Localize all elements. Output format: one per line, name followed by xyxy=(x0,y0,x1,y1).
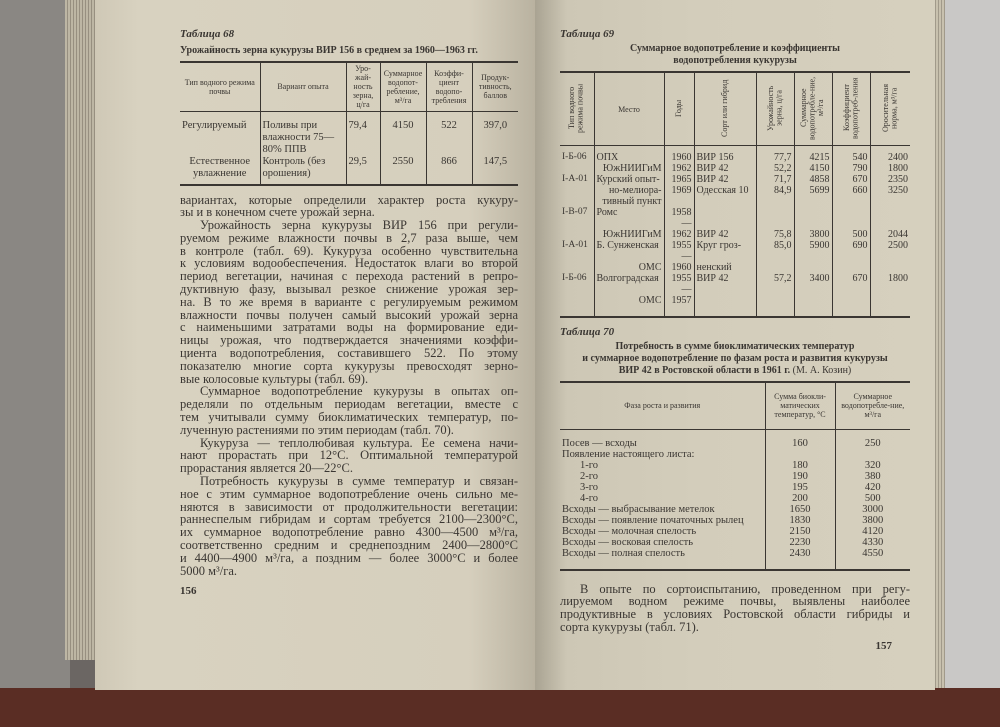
cell: Появление настоящего листа: xyxy=(560,449,765,460)
cell xyxy=(756,262,794,273)
cell: ЮжНИИГиМ xyxy=(594,163,664,174)
table68-header: Вариант опыта xyxy=(260,63,346,111)
table70-bottom-rule xyxy=(560,569,910,571)
cell: Посев — всходы xyxy=(560,429,765,449)
table-row xyxy=(560,449,910,460)
cell xyxy=(832,207,870,229)
cell: 200 xyxy=(765,493,835,504)
text-line: зы и в конечном счете урожай зерна. xyxy=(180,205,375,220)
table-row xyxy=(560,295,910,316)
cell: ОПХ xyxy=(594,146,664,164)
cell: 500 xyxy=(832,229,870,240)
cell: I-А-01 xyxy=(560,240,594,262)
background-left xyxy=(0,0,70,727)
cell xyxy=(664,196,694,207)
cell: 75,8 xyxy=(756,229,794,240)
cell: 52,2 xyxy=(756,163,794,174)
header-label: Место xyxy=(618,104,640,114)
cell xyxy=(560,185,594,196)
table-row xyxy=(180,111,518,156)
table-row xyxy=(560,163,910,174)
table69 xyxy=(560,73,910,316)
table70-header: Суммарное водопотребле-ние, м³/га xyxy=(841,392,905,420)
cell: Всходы — восковая спелость xyxy=(560,537,765,548)
cell: I-Б-06 xyxy=(560,146,594,164)
cell: 3800 xyxy=(862,514,884,526)
cell xyxy=(560,262,594,273)
table69-caption: Таблица 69 xyxy=(560,28,615,40)
table69-header xyxy=(794,73,832,146)
table-row xyxy=(560,174,910,185)
cell xyxy=(870,196,910,207)
cell: 397,0 xyxy=(483,119,508,131)
cell: 670 xyxy=(832,174,870,185)
cell: Естественное увлажнение xyxy=(180,156,260,185)
text-line: в контроле (табл. 69). Кукуруза особенно чувствительна xyxy=(180,243,518,258)
cell: Волгоградская xyxy=(594,273,664,295)
text-line: их суммарное водопотребление равно 4300—4500 м³/га, xyxy=(180,525,518,540)
cell: 180 xyxy=(765,460,835,471)
cell: ненский xyxy=(694,262,756,273)
cell: 1800 xyxy=(888,273,908,284)
cell: Всходы — полная спелость xyxy=(560,548,765,569)
text-line: Кукуруза — теплолюбивая культура. Ее семена начи- xyxy=(200,435,518,450)
table-row xyxy=(560,537,910,548)
cell: 1960 xyxy=(664,262,694,273)
cell: 670 xyxy=(832,273,870,295)
text-line: ределяли по отдельным периодам вегетации, вместе с xyxy=(180,397,518,412)
text-line: В опыте по сортоиспытанию, проведенном при регу- xyxy=(580,581,910,596)
right-column xyxy=(560,28,910,653)
cell: 2-го xyxy=(560,471,765,482)
cell: Одесская 10 xyxy=(694,185,756,196)
table-row xyxy=(560,185,910,196)
header-label: Суммарное водопотребле-ние, м³/га xyxy=(799,76,826,140)
table-row xyxy=(560,515,910,526)
cell: 2150 xyxy=(765,526,835,537)
text-line: соответственно средним и среднепоздним 2400—2800°С xyxy=(180,538,518,553)
table-row xyxy=(560,471,910,482)
cell: ВИР 42 xyxy=(694,174,756,185)
cell: Всходы — появление початочных рылец xyxy=(560,515,765,526)
table-row xyxy=(560,262,910,273)
cell: но-мелиора- xyxy=(594,185,664,196)
left-column xyxy=(180,28,518,598)
cell xyxy=(870,207,910,229)
text-line: с наименьшими затратами воды на формирование еди- xyxy=(180,320,518,335)
cell: 190 xyxy=(765,471,835,482)
table-row xyxy=(560,504,910,515)
cell: 1-го xyxy=(560,460,765,471)
cell: 4550 xyxy=(862,547,884,559)
cell: 2550 xyxy=(380,156,426,185)
text-line: Урожайность зерна кукурузы ВИР 156 при регули- xyxy=(200,218,518,233)
cell: I-В-07 xyxy=(560,207,594,229)
cell xyxy=(794,262,832,273)
cell: 1800 xyxy=(888,163,908,174)
cell: Поливы при влажности 75—80% ППВ xyxy=(260,111,346,156)
cell xyxy=(794,196,832,207)
cell: 3250 xyxy=(888,185,908,196)
text-line: вариантах, которые определили характер роста кукуру- xyxy=(180,192,518,207)
text-line: и 4400—4900 м³/га, а поздним — более 3000°С и более xyxy=(180,550,518,565)
cell: Регулируемый xyxy=(180,111,260,156)
table68-header: Тип водного режима почвы xyxy=(180,63,260,111)
cell: 250 xyxy=(864,437,881,449)
cell: 4150 xyxy=(380,111,426,156)
cell: 195 xyxy=(765,482,835,493)
cell: 2500 xyxy=(888,240,908,251)
cell: ЮжНИИГиМ xyxy=(594,229,664,240)
cell: 84,9 xyxy=(756,185,794,196)
cell: 79,4 xyxy=(346,111,380,156)
text-line: прорастания является 20—22°С. xyxy=(180,461,353,476)
cell xyxy=(835,449,910,460)
text-line: сорта кукурузы (табл. 71). xyxy=(560,619,699,634)
cell xyxy=(870,295,910,316)
cell: 77,7 xyxy=(756,146,794,164)
table-row xyxy=(560,482,910,493)
text-line: ное с этим суммарное водопотребление очень сильно ме- xyxy=(180,486,518,501)
cell: 2400 xyxy=(888,152,908,163)
cell: I-Б-06 xyxy=(560,273,594,295)
text-line: к условиям водообеспечения. Недостаток влаги во второй xyxy=(180,256,518,271)
cell: 1965 xyxy=(664,174,694,185)
cell xyxy=(794,295,832,316)
text-line: циента водопотребления, составившего 522. По этому xyxy=(180,346,518,361)
title-line: и суммарное водопотребление по фазам роста и развития кукурузы xyxy=(582,353,888,364)
text-line: лученную растениями по этим периодам (табл. 70). xyxy=(180,422,454,437)
cell xyxy=(694,207,756,229)
right-body-text xyxy=(560,583,910,634)
cell xyxy=(765,449,835,460)
table-row xyxy=(560,240,910,262)
table68-header: Уро-жай-ность зерна, ц/га xyxy=(346,63,380,111)
table68-title: Урожайность зерна кукурузы ВИР 156 в среднем за 1960—1963 гг. xyxy=(180,45,478,56)
cell: 57,2 xyxy=(756,273,794,295)
table69-header xyxy=(664,73,694,146)
cell: 71,7 xyxy=(756,174,794,185)
cell: 5699 xyxy=(794,185,832,196)
cell: 1957 xyxy=(664,295,694,316)
table69-header xyxy=(832,73,870,146)
cell: 522 xyxy=(426,111,472,156)
cell: 790 xyxy=(832,163,870,174)
cell: 500 xyxy=(864,492,881,504)
cell xyxy=(756,295,794,316)
cell: 1955— xyxy=(664,273,694,295)
header-label: Урожайность зерна, ц/га xyxy=(765,85,783,131)
text-line: показателю многие сорта кукурузы превосходят зерно- xyxy=(180,358,518,373)
table69-header xyxy=(870,73,910,146)
table68 xyxy=(180,63,518,186)
cell xyxy=(756,196,794,207)
cell: 320 xyxy=(864,459,881,471)
table70-title xyxy=(560,341,910,377)
table70 xyxy=(560,383,910,569)
page-number-right: 157 xyxy=(875,639,892,652)
cell xyxy=(870,262,910,273)
cell: 2044 xyxy=(888,229,908,240)
bottom-cover xyxy=(0,688,1000,727)
header-label: Коэффициент водопотреб-ления xyxy=(841,77,859,139)
cell: 1969 xyxy=(664,185,694,196)
table-row xyxy=(560,429,910,449)
text-line: дуктивную фазу, вызывал резкое снижение урожая зер- xyxy=(180,282,518,297)
text-line: ницы урожая, что подтверждается значениями коэффи- xyxy=(180,333,518,348)
cell: I-А-01 xyxy=(560,174,594,185)
cell: тивный пункт xyxy=(594,196,664,207)
table70-caption: Таблица 70 xyxy=(560,326,615,338)
text-line: Суммарное водопотребление кукурузы в опытах оп- xyxy=(200,384,518,399)
cell: 4215 xyxy=(794,146,832,164)
cell: 1962 xyxy=(664,163,694,174)
table68-header: Продук-тивность, баллов xyxy=(478,73,512,101)
table-row xyxy=(560,229,910,240)
cell: Ромс xyxy=(594,207,664,229)
cell: 4858 xyxy=(794,174,832,185)
cell xyxy=(560,295,594,316)
title-line: ВИР 42 в Ростовской области в 1961 г. xyxy=(618,365,791,376)
table70-header: Фаза роста и развития xyxy=(560,383,765,429)
cell xyxy=(832,262,870,273)
cell xyxy=(694,196,756,207)
cell: 2230 xyxy=(765,537,835,548)
table-row xyxy=(180,156,518,185)
cell: ВИР 42 xyxy=(694,273,756,295)
cell: 1830 xyxy=(765,515,835,526)
header-label: Годы xyxy=(673,99,683,117)
table68-header: Коэффи-циент водопо-требления xyxy=(426,63,472,111)
cell: 85,0 xyxy=(756,240,794,262)
cell xyxy=(560,196,594,207)
cell: 4-го xyxy=(560,493,765,504)
cell: 1962 xyxy=(664,229,694,240)
table-row xyxy=(560,196,910,207)
cell: 660 xyxy=(832,185,870,196)
table68-caption: Таблица 68 xyxy=(180,28,235,40)
cell: 866 xyxy=(426,156,472,185)
text-line: 5000 м³/га. xyxy=(180,563,238,578)
table69-bottom-rule xyxy=(560,316,910,318)
cell: ВИР 42 xyxy=(694,163,756,174)
text-line: раннеспелым гибридам и сортам требуется 2100—2300°С, xyxy=(180,512,518,527)
table-row xyxy=(560,207,910,229)
cell xyxy=(694,295,756,316)
cell: 1960 xyxy=(664,146,694,164)
cell: 2350 xyxy=(888,174,908,185)
table69-title: Суммарное водопотребление и коэффициенты водопотребления кукурузы xyxy=(629,43,840,66)
text-line: тем учитывали сумму биоклиматических температур, по- xyxy=(180,410,518,425)
title-line: Потребность в сумме биоклиматических температур xyxy=(615,341,855,352)
cell: 3-го xyxy=(560,482,765,493)
header-label: Тип водного режима почвы xyxy=(567,83,585,133)
text-line: на. В то же время в варианте с регулируемым режимом xyxy=(180,294,518,309)
cell: 1958— xyxy=(664,207,694,229)
text-line: период вегетации, начиная с перехода растений в репро- xyxy=(180,269,518,284)
cell: 3800 xyxy=(794,229,832,240)
cell: Контроль (без орошения) xyxy=(260,156,346,185)
text-line: влажности почвы получен самый высокий урожай зерна xyxy=(180,307,518,322)
cell: Всходы — молочная спелость xyxy=(560,526,765,537)
cell: 147,5 xyxy=(483,155,508,167)
cell: 3000 xyxy=(862,503,884,515)
cell xyxy=(560,163,594,174)
cell: Курский опыт- xyxy=(594,174,664,185)
cell: Круг гроз- xyxy=(694,240,756,262)
table68-header: Суммарное водопот-ребление, м³/га xyxy=(380,63,426,111)
text-line: вые колосовые культуры (табл. 69). xyxy=(180,371,369,386)
cell xyxy=(794,207,832,229)
cell: Б. Сунженская xyxy=(594,240,664,262)
table69-header xyxy=(756,73,794,146)
page-number-left: 156 xyxy=(180,585,197,598)
cell: 4330 xyxy=(862,536,884,548)
text-line: нают прорастать при 12°С. Оптимальной температурой xyxy=(180,448,518,463)
table70-author: (М. А. Козин) xyxy=(792,365,852,376)
table-row xyxy=(560,493,910,504)
text-line: руемом режиме влажности почвы в 2,7 раза выше, чем xyxy=(180,230,518,245)
table-row xyxy=(560,146,910,164)
cell xyxy=(832,295,870,316)
cell: 3400 xyxy=(794,273,832,295)
header-label: Сорт или гибрид xyxy=(719,79,729,137)
cell: ОМС xyxy=(594,262,664,273)
text-line: Потребность кукурузы в сумме температур и связан- xyxy=(200,474,518,489)
cell: 1650 xyxy=(765,504,835,515)
cell: 420 xyxy=(864,481,881,493)
cell: ВИР 156 xyxy=(694,146,756,164)
cell: 2430 xyxy=(765,548,835,569)
cell: 4150 xyxy=(794,163,832,174)
cell: ВИР 42 xyxy=(694,229,756,240)
cell: 29,5 xyxy=(346,156,380,185)
cell xyxy=(832,196,870,207)
table69-header xyxy=(594,73,664,146)
header-label: Оросительная норма, м³/га xyxy=(880,84,899,133)
table-row xyxy=(560,526,910,537)
table-row xyxy=(560,548,910,569)
text-line: продуктивные в условиях Ростовской области гибриды и xyxy=(560,607,910,622)
cell: 5900 xyxy=(794,240,832,262)
table-row xyxy=(560,273,910,295)
text-line: лируемом водном режиме почвы, выявлены наиболее xyxy=(560,594,910,609)
table69-header xyxy=(560,73,594,146)
text-line: няются в зависимости от продолжительности вегетации: xyxy=(180,499,518,514)
cell xyxy=(560,229,594,240)
cell: 4120 xyxy=(862,525,884,537)
table69-header xyxy=(694,73,756,146)
cell xyxy=(756,207,794,229)
cell: Всходы — выбрасывание метелок xyxy=(560,504,765,515)
left-body-text xyxy=(180,194,518,578)
cell: 380 xyxy=(864,470,881,482)
cell: 690 xyxy=(832,240,870,262)
table-row xyxy=(560,460,910,471)
cell: 160 xyxy=(765,429,835,449)
cell: 1955— xyxy=(664,240,694,262)
table70-header: Сумма биокли-матических температур, °С xyxy=(765,383,835,429)
cell: 540 xyxy=(832,146,870,164)
cell: ОМС xyxy=(594,295,664,316)
